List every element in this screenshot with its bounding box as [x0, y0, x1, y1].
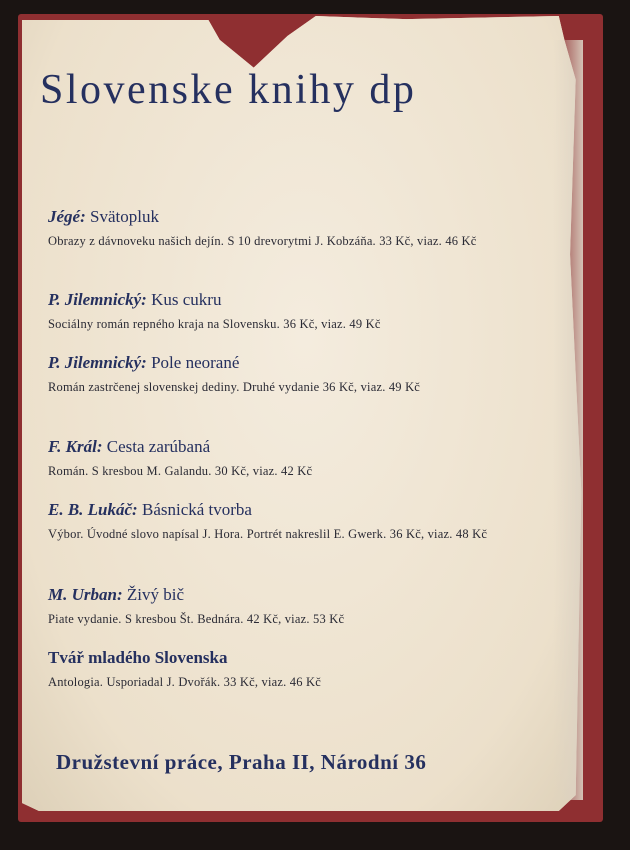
book-entry-zivy-bic: [48, 585, 518, 630]
entry-title: Básnická tvorba: [141, 500, 252, 519]
book-entry-cesta-zarubana: [48, 437, 518, 482]
publisher-address: Družstevní práce, Praha II, Národní 36: [56, 750, 427, 774]
entry-description: Román. S kresbou M. Galandu. 30 Kč, viaz. 42 Kč: [48, 464, 313, 478]
entry-author: Jégé:: [48, 207, 86, 226]
book-entry-svatopluk: [48, 207, 518, 252]
entry-author: F. Král:: [48, 437, 103, 456]
entry-description: Antologia. Usporiadal J. Dvořák. 33 Kč, viaz. 46 Kč: [48, 675, 321, 689]
book-entry-pole-neorane: [48, 353, 518, 398]
entry-title: Svätopluk: [90, 207, 159, 226]
entry-author: P. Jilemnický:: [48, 353, 147, 372]
entry-title: Cesta zarúbaná: [106, 437, 211, 456]
entry-author: P. Jilemnický:: [48, 290, 147, 309]
entry-description: Výbor. Úvodné slovo napísal J. Hora. Portrét nakreslil E. Gwerk. 36 Kč, viaz. 48 Kč: [48, 527, 488, 541]
entry-description: Román zastrčenej slovenskej dediny. Druhé vydanie 36 Kč, viaz. 49 Kč: [48, 380, 421, 394]
entry-title: Pole neorané: [151, 353, 240, 372]
entry-title: Kus cukru: [151, 290, 222, 309]
entry-description: Obrazy z dávnoveku našich dejín. S 10 drevorytmi J. Kobzáňa. 33 Kč, viaz. 46 Kč: [48, 234, 477, 248]
book-entry-tvar-mladeho-slovenska: [48, 648, 518, 693]
entry-description: Piate vydanie. S kresbou Št. Bednára. 42 Kč, viaz. 53 Kč: [48, 612, 345, 626]
entry-author: M. Urban:: [48, 585, 123, 604]
jacket-edge: [553, 40, 583, 800]
entry-description: Sociálny román repného kraja na Slovensku. 36 Kč, viaz. 49 Kč: [48, 317, 381, 331]
book-entry-kus-cukru: [48, 290, 518, 335]
entry-title: Tvář mladého Slovenska: [48, 648, 228, 667]
entry-title: Živý bič: [126, 585, 185, 604]
entry-author: E. B. Lukáč:: [48, 500, 138, 519]
book-entry-basnicka-tvorba: [48, 500, 518, 545]
page-title: Slovenske knihy dp: [40, 67, 417, 113]
